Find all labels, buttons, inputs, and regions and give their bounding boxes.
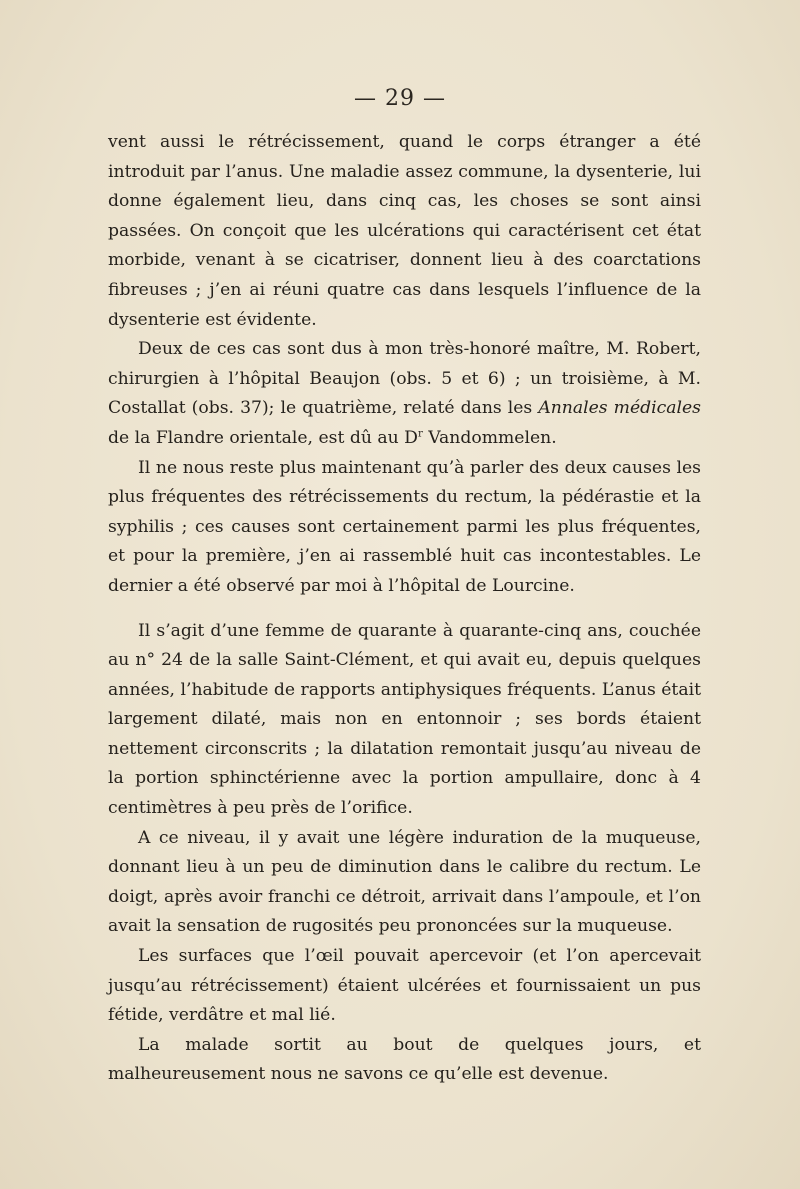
page-number: — 29 — (354, 86, 446, 111)
paragraph-7: La malade sortit au bout de quelques jours, et malheureusement nous ne savons ce qu’elle est devenue. (108, 1034, 701, 1085)
journal-title: Annales médicales (538, 398, 701, 419)
body-text (108, 128, 701, 1090)
doctor-abbrev-sup: r (417, 428, 423, 440)
paragraph-5: A ce niveau, il y avait une légère induration de la muqueuse, donnant lieu à un peu de diminution dans le calibre du rectum. Le doigt, après avoir franchi ce détroit, arrivait dans l’ampoule, et l’on avait la sensation de rugosités peu prononcées sur la muqueuse. (108, 827, 701, 937)
paragraph-2-text-cont: de la Flandre orientale, est dû au D (108, 427, 418, 448)
paragraph-2-text: Deux de ces cas sont dus à mon très-honoré maître, M. Robert, chirurgien à l’hôpital Beaujon (obs. 5 et 6) ; un troisième, à M. Costallat (obs. 37); le quatrième, relaté dans les (108, 339, 701, 419)
paragraph-1: vent aussi le rétrécissement, quand le corps étranger a été introduit par l’anus. Une maladie assez commune, la dysenterie, lui donne également lieu, dans cinq cas, les choses se sont ainsi passées. On conçoit que les ulcérations qui caractérisent cet état morbide, venant à se cicatriser, donnent lieu à des coarctations fibreuses ; j’en ai réuni quatre cas dans lesquels l’influence de la dysenterie est évidente. (108, 132, 701, 330)
paragraph-2 (108, 335, 701, 453)
paragraph-3: Il ne nous reste plus maintenant qu’à parler des deux causes les plus fréquentes des rétrécissements du rectum, la pédérastie et la syphilis ; ces causes sont certainement parmi les plus fréquentes, et pour la première, j’en ai rassemblé huit cas incontestables. Le dernier a été observé par moi à l’hôpital de Lourcine. (108, 457, 701, 596)
paragraph-4: Il s’agit d’une femme de quarante à quarante-cinq ans, couchée au n° 24 de la salle Saint-Clément, et qui avait eu, depuis quelques années, l’habitude de rapports antiphysiques fréquents. L’anus était largement dilaté, mais non en entonnoir ; ses bords étaient nettement circonscrits ; la dilatation remontait jusqu’au niveau de la portion sphinctérienne avec la portion ampullaire, donc à 4 centimètres à peu près de l’orifice. (108, 620, 701, 819)
paragraph-2-tail: Vandommelen. (422, 427, 557, 448)
paragraph-6: Les surfaces que l’œil pouvait apercevoir (et l’on apercevait jusqu’au rétrécissement) étaient ulcérées et fournissaient un pus fétide, verdâtre et mal lié. (108, 946, 701, 1026)
